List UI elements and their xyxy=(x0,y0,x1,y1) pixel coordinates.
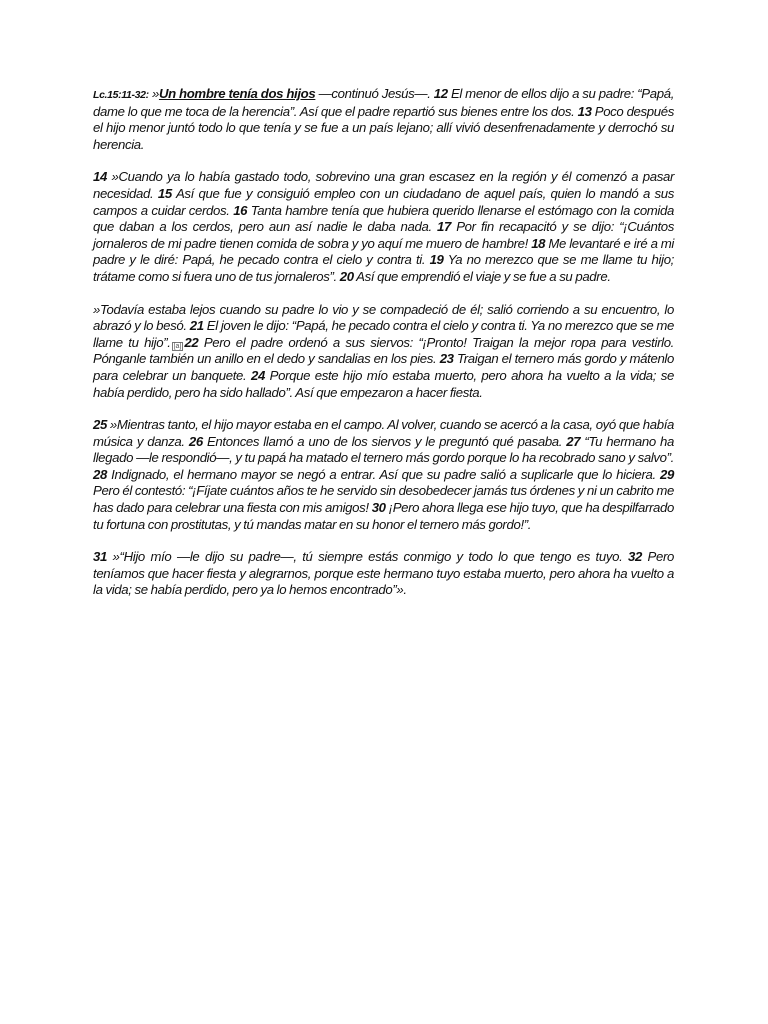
verse-text: Ya no merezco que se me llame tu hijo; trátame como si fuera uno de tus jornaleros”. xyxy=(93,252,674,284)
verse-text: Me levantaré e iré a mi padre y le diré: Papá, he pecado contra el cielo y contra ti. xyxy=(93,235,674,268)
verse-text: Pero teníamos que hacer fiesta y alegrarnos, porque este hermano tuyo estaba muerto, pero ahora ha vuelto a la vida; se había perdido, pero ya lo hemos encontrado”». xyxy=(93,549,674,598)
verse-number: 28 xyxy=(93,466,107,482)
paragraph-1 xyxy=(93,86,674,153)
verse-number: 23 xyxy=(439,351,454,367)
verse-number: 27 xyxy=(566,433,581,449)
paragraph-3 xyxy=(93,302,674,402)
verse-text: Así que fue y consiguió empleo con un ciudadano de aquel país, quien lo mandó a sus campos a cuidar cerdos. xyxy=(93,185,674,218)
verse-number: 15 xyxy=(157,185,172,201)
verse-text: —continuó Jesús—. xyxy=(318,86,434,101)
verse-text: ¡Pero ahora llega ese hijo tuyo, que ha despilfarrado tu fortuna con prostitutas, y tú mandas matar en su honor el ternero más gordo!”. xyxy=(93,500,674,532)
verse-text: »Todavía estaba lejos cuando su padre lo vio y se compadeció de él; salió corriendo a su encuentro, lo abrazó y lo besó. xyxy=(93,301,674,334)
verse-number: 25 xyxy=(93,417,107,433)
verse-number: 16 xyxy=(233,202,248,218)
verse-number: 26 xyxy=(188,433,203,449)
verse-number: 12 xyxy=(433,86,448,101)
verse-text: Pero el padre ordenó a sus siervos: “¡Pronto! Traigan la mejor ropa para vestirlo. Pónganle también un anillo en el dedo y sandalias en los pies. xyxy=(93,334,674,367)
verse-number: 13 xyxy=(577,103,592,119)
paragraph-5 xyxy=(93,549,674,599)
verse-text: Por fin recapacitó y se dijo: “¡Cuántos jornaleros de mi padre tienen comida de sobra y yo aquí me muero de hambre! xyxy=(93,219,674,251)
paragraph-4 xyxy=(93,417,674,533)
verse-number: 21 xyxy=(189,318,204,334)
verse-number: 22 xyxy=(184,334,199,350)
verse-number: 17 xyxy=(437,219,451,235)
verse-number: 29 xyxy=(660,466,674,482)
verse-text: Traigan el ternero más gordo y mátenlo para celebrar un banquete. xyxy=(93,351,674,383)
scripture-reference: Lc.15:11-32: xyxy=(93,89,149,101)
verse-text: Entonces llamó a uno de los siervos y le preguntó qué pasaba. xyxy=(202,433,567,449)
verse-text: »Mientras tanto, el hijo mayor estaba en el campo. Al volver, cuando se acercó a la casa, oyó que había música y danza. xyxy=(93,417,674,449)
verse-text: »“Hijo mío —le dijo su padre—, tú siempre estás conmigo y todo lo que tengo es tuyo. xyxy=(106,549,628,565)
verse-text: El menor de ellos dijo a su padre: “Papá, dame lo que me toca de la herencia”. Así que el padre repartió sus bienes entre los dos. xyxy=(93,86,675,119)
verse-text: Poco después el hijo menor juntó todo lo que tenía y se fue a un país lejano; allí vivió desenfrenadamente y derrochó su herencia. xyxy=(93,103,674,152)
verse-number: 19 xyxy=(429,252,444,268)
verse-text: “Tu hermano ha llegado —le respondió—, y tu papá ha matado el ternero más gordo porque lo ha recobrado sano y salvo”. xyxy=(93,433,675,466)
verse-text: Tanta hambre tenía que hubiera querido llenarse el estómago con la comida que daban a los cerdos, pero aun así nadie le daba nada. xyxy=(93,202,674,235)
verse-number: 30 xyxy=(371,500,386,516)
heading-lead-quote: » xyxy=(151,86,159,101)
verse-number: 31 xyxy=(93,549,107,565)
verse-number: 24 xyxy=(251,367,265,383)
footnote-marker: [a] xyxy=(173,342,182,350)
verse-number: 20 xyxy=(339,268,354,284)
verse-text: Así que emprendió el viaje y se fue a su padre. xyxy=(353,268,611,284)
verse-text: »Cuando ya lo había gastado todo, sobrevino una gran escasez en la región y él comenzó a pasar necesidad. xyxy=(93,169,674,201)
verse-number: 14 xyxy=(93,169,107,185)
verse-number: 32 xyxy=(627,549,642,565)
verse-number: 18 xyxy=(531,235,546,251)
passage-heading: Un hombre tenía dos hijos xyxy=(158,86,316,101)
verse-text: Indignado, el hermano mayor se negó a entrar. Así que su padre salió a suplicarle que lo hiciera. xyxy=(106,466,661,482)
document-body xyxy=(93,86,674,615)
paragraph-2 xyxy=(93,169,674,285)
verse-text: Porque este hijo mío estaba muerto, pero ahora ha vuelto a la vida; se había perdido, pero ha sido hallado”. Así que empezaron a hacer fiesta. xyxy=(93,367,674,400)
verse-text: El joven le dijo: “Papá, he pecado contra el cielo y contra ti. Ya no merezco que se me llame tu hijo”. xyxy=(93,318,674,350)
verse-text: Pero él contestó: “¡Fíjate cuántos años te he servido sin desobedecer jamás tus órdenes y ni un cabrito me has dado para celebrar una fiesta con mis amigos! xyxy=(93,483,674,516)
